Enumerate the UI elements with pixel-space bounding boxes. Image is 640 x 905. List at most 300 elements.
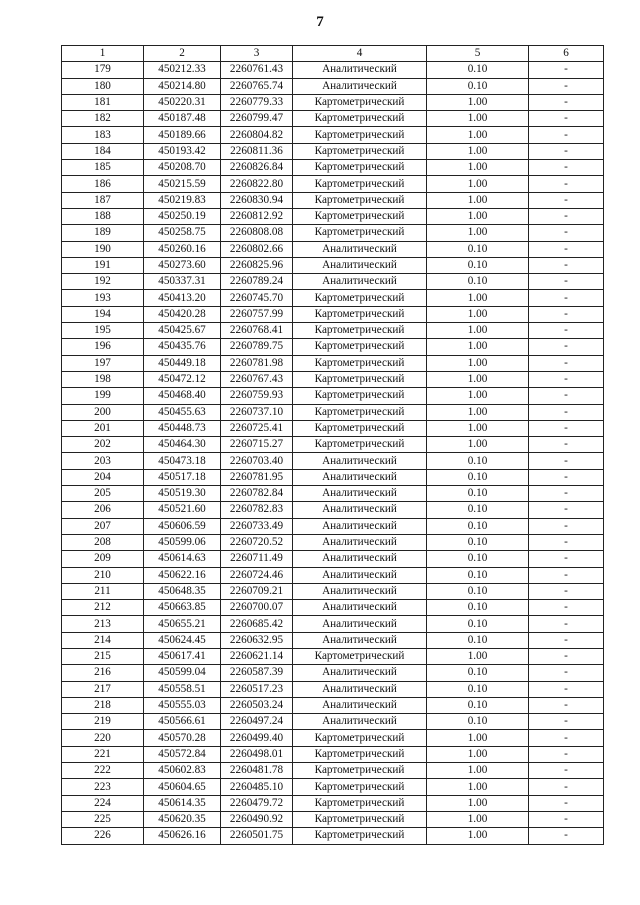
method-cell: Картометрический <box>293 111 427 127</box>
table-row <box>62 567 604 583</box>
accuracy-cell: 0.10 <box>427 453 529 469</box>
note-cell: - <box>529 355 604 371</box>
note-cell: - <box>529 111 604 127</box>
x-coordinate-cell: 450620.35 <box>144 811 221 827</box>
y-coordinate-cell: 2260808.08 <box>221 225 293 241</box>
table-row <box>62 502 604 518</box>
y-coordinate-cell: 2260768.41 <box>221 323 293 339</box>
x-coordinate-cell: 450468.40 <box>144 388 221 404</box>
accuracy-cell: 0.10 <box>427 78 529 94</box>
table-row <box>62 274 604 290</box>
note-cell: - <box>529 665 604 681</box>
accuracy-cell: 1.00 <box>427 371 529 387</box>
table-row <box>62 176 604 192</box>
y-coordinate-cell: 2260745.70 <box>221 290 293 306</box>
note-cell: - <box>529 127 604 143</box>
table-row <box>62 388 604 404</box>
point-number-cell: 214 <box>62 632 144 648</box>
point-number-cell: 187 <box>62 192 144 208</box>
x-coordinate-cell: 450473.18 <box>144 453 221 469</box>
table-row <box>62 371 604 387</box>
x-coordinate-cell: 450519.30 <box>144 486 221 502</box>
table-row <box>62 192 604 208</box>
table-row <box>62 78 604 94</box>
note-cell: - <box>529 551 604 567</box>
y-coordinate-cell: 2260781.98 <box>221 355 293 371</box>
note-cell: - <box>529 632 604 648</box>
point-number-cell: 220 <box>62 730 144 746</box>
x-coordinate-cell: 450425.67 <box>144 323 221 339</box>
table-body <box>62 62 604 844</box>
y-coordinate-cell: 2260804.82 <box>221 127 293 143</box>
point-number-cell: 204 <box>62 469 144 485</box>
note-cell: - <box>529 502 604 518</box>
method-cell: Аналитический <box>293 257 427 273</box>
table-row <box>62 486 604 502</box>
method-cell: Картометрический <box>293 811 427 827</box>
accuracy-cell: 0.10 <box>427 665 529 681</box>
x-coordinate-cell: 450572.84 <box>144 746 221 762</box>
point-number-cell: 183 <box>62 127 144 143</box>
note-cell: - <box>529 225 604 241</box>
point-number-cell: 208 <box>62 534 144 550</box>
method-cell: Аналитический <box>293 567 427 583</box>
method-cell: Картометрический <box>293 94 427 110</box>
column-header-2: 2 <box>144 46 221 62</box>
point-number-cell: 222 <box>62 763 144 779</box>
method-cell: Картометрический <box>293 404 427 420</box>
y-coordinate-cell: 2260720.52 <box>221 534 293 550</box>
x-coordinate-cell: 450189.66 <box>144 127 221 143</box>
y-coordinate-cell: 2260799.47 <box>221 111 293 127</box>
table-row <box>62 551 604 567</box>
accuracy-cell: 1.00 <box>427 648 529 664</box>
method-cell: Аналитический <box>293 697 427 713</box>
note-cell: - <box>529 257 604 273</box>
note-cell: - <box>529 388 604 404</box>
point-number-cell: 190 <box>62 241 144 257</box>
table-row <box>62 290 604 306</box>
accuracy-cell: 0.10 <box>427 567 529 583</box>
point-number-cell: 201 <box>62 420 144 436</box>
method-cell: Аналитический <box>293 78 427 94</box>
accuracy-cell: 1.00 <box>427 404 529 420</box>
point-number-cell: 196 <box>62 339 144 355</box>
accuracy-cell: 0.10 <box>427 583 529 599</box>
y-coordinate-cell: 2260632.95 <box>221 632 293 648</box>
table-row <box>62 469 604 485</box>
x-coordinate-cell: 450648.35 <box>144 583 221 599</box>
y-coordinate-cell: 2260825.96 <box>221 257 293 273</box>
y-coordinate-cell: 2260498.01 <box>221 746 293 762</box>
table-row <box>62 160 604 176</box>
point-number-cell: 217 <box>62 681 144 697</box>
y-coordinate-cell: 2260709.21 <box>221 583 293 599</box>
y-coordinate-cell: 2260737.10 <box>221 404 293 420</box>
method-cell: Картометрический <box>293 225 427 241</box>
x-coordinate-cell: 450435.76 <box>144 339 221 355</box>
y-coordinate-cell: 2260781.95 <box>221 469 293 485</box>
note-cell: - <box>529 274 604 290</box>
accuracy-cell: 1.00 <box>427 306 529 322</box>
table-row <box>62 208 604 224</box>
column-header-5: 5 <box>427 46 529 62</box>
x-coordinate-cell: 450212.33 <box>144 62 221 78</box>
point-number-cell: 212 <box>62 600 144 616</box>
x-coordinate-cell: 450555.03 <box>144 697 221 713</box>
y-coordinate-cell: 2260826.84 <box>221 160 293 176</box>
accuracy-cell: 1.00 <box>427 795 529 811</box>
note-cell: - <box>529 486 604 502</box>
point-number-cell: 181 <box>62 94 144 110</box>
note-cell: - <box>529 567 604 583</box>
note-cell: - <box>529 600 604 616</box>
method-cell: Картометрический <box>293 437 427 453</box>
y-coordinate-cell: 2260782.84 <box>221 486 293 502</box>
method-cell: Аналитический <box>293 600 427 616</box>
x-coordinate-cell: 450566.61 <box>144 714 221 730</box>
y-coordinate-cell: 2260724.46 <box>221 567 293 583</box>
point-number-cell: 207 <box>62 518 144 534</box>
y-coordinate-cell: 2260733.49 <box>221 518 293 534</box>
table-row <box>62 681 604 697</box>
y-coordinate-cell: 2260779.33 <box>221 94 293 110</box>
accuracy-cell: 1.00 <box>427 811 529 827</box>
table-row <box>62 811 604 827</box>
point-number-cell: 189 <box>62 225 144 241</box>
x-coordinate-cell: 450193.42 <box>144 143 221 159</box>
point-number-cell: 199 <box>62 388 144 404</box>
table-row <box>62 453 604 469</box>
accuracy-cell: 1.00 <box>427 225 529 241</box>
accuracy-cell: 0.10 <box>427 600 529 616</box>
note-cell: - <box>529 681 604 697</box>
accuracy-cell: 1.00 <box>427 176 529 192</box>
accuracy-cell: 0.10 <box>427 714 529 730</box>
method-cell: Аналитический <box>293 469 427 485</box>
point-number-cell: 197 <box>62 355 144 371</box>
accuracy-cell: 0.10 <box>427 551 529 567</box>
table-row <box>62 697 604 713</box>
column-header-4: 4 <box>293 46 427 62</box>
accuracy-cell: 1.00 <box>427 779 529 795</box>
point-number-cell: 223 <box>62 779 144 795</box>
point-number-cell: 188 <box>62 208 144 224</box>
x-coordinate-cell: 450517.18 <box>144 469 221 485</box>
y-coordinate-cell: 2260703.40 <box>221 453 293 469</box>
method-cell: Картометрический <box>293 828 427 844</box>
point-number-cell: 195 <box>62 323 144 339</box>
method-cell: Картометрический <box>293 192 427 208</box>
y-coordinate-cell: 2260501.75 <box>221 828 293 844</box>
method-cell: Картометрический <box>293 208 427 224</box>
accuracy-cell: 1.00 <box>427 437 529 453</box>
column-header-1: 1 <box>62 46 144 62</box>
table-row <box>62 714 604 730</box>
accuracy-cell: 1.00 <box>427 420 529 436</box>
note-cell: - <box>529 339 604 355</box>
y-coordinate-cell: 2260759.93 <box>221 388 293 404</box>
table-row <box>62 257 604 273</box>
note-cell: - <box>529 290 604 306</box>
x-coordinate-cell: 450472.12 <box>144 371 221 387</box>
x-coordinate-cell: 450663.85 <box>144 600 221 616</box>
accuracy-cell: 0.10 <box>427 62 529 78</box>
table-row <box>62 795 604 811</box>
accuracy-cell: 1.00 <box>427 94 529 110</box>
y-coordinate-cell: 2260497.24 <box>221 714 293 730</box>
y-coordinate-cell: 2260481.78 <box>221 763 293 779</box>
point-number-cell: 226 <box>62 828 144 844</box>
note-cell: - <box>529 730 604 746</box>
y-coordinate-cell: 2260503.24 <box>221 697 293 713</box>
point-number-cell: 194 <box>62 306 144 322</box>
x-coordinate-cell: 450449.18 <box>144 355 221 371</box>
accuracy-cell: 0.10 <box>427 469 529 485</box>
note-cell: - <box>529 176 604 192</box>
accuracy-cell: 0.10 <box>427 697 529 713</box>
note-cell: - <box>529 241 604 257</box>
x-coordinate-cell: 450214.80 <box>144 78 221 94</box>
note-cell: - <box>529 746 604 762</box>
table-row <box>62 763 604 779</box>
point-number-cell: 215 <box>62 648 144 664</box>
table-row <box>62 534 604 550</box>
x-coordinate-cell: 450208.70 <box>144 160 221 176</box>
table-row <box>62 355 604 371</box>
y-coordinate-cell: 2260485.10 <box>221 779 293 795</box>
table-row <box>62 111 604 127</box>
x-coordinate-cell: 450260.16 <box>144 241 221 257</box>
note-cell: - <box>529 453 604 469</box>
method-cell: Аналитический <box>293 453 427 469</box>
x-coordinate-cell: 450624.45 <box>144 632 221 648</box>
note-cell: - <box>529 616 604 632</box>
method-cell: Картометрический <box>293 143 427 159</box>
point-number-cell: 191 <box>62 257 144 273</box>
note-cell: - <box>529 469 604 485</box>
point-number-cell: 224 <box>62 795 144 811</box>
x-coordinate-cell: 450606.59 <box>144 518 221 534</box>
accuracy-cell: 1.00 <box>427 192 529 208</box>
y-coordinate-cell: 2260789.24 <box>221 274 293 290</box>
accuracy-cell: 1.00 <box>427 127 529 143</box>
table-row <box>62 828 604 844</box>
note-cell: - <box>529 437 604 453</box>
y-coordinate-cell: 2260802.66 <box>221 241 293 257</box>
table-row <box>62 339 604 355</box>
note-cell: - <box>529 404 604 420</box>
method-cell: Картометрический <box>293 306 427 322</box>
coordinates-table <box>61 45 604 845</box>
method-cell: Аналитический <box>293 241 427 257</box>
table-row <box>62 779 604 795</box>
x-coordinate-cell: 450570.28 <box>144 730 221 746</box>
accuracy-cell: 1.00 <box>427 160 529 176</box>
method-cell: Аналитический <box>293 632 427 648</box>
table-row <box>62 420 604 436</box>
y-coordinate-cell: 2260725.41 <box>221 420 293 436</box>
accuracy-cell: 1.00 <box>427 208 529 224</box>
method-cell: Картометрический <box>293 420 427 436</box>
table-row <box>62 746 604 762</box>
y-coordinate-cell: 2260765.74 <box>221 78 293 94</box>
point-number-cell: 219 <box>62 714 144 730</box>
table-row <box>62 518 604 534</box>
method-cell: Картометрический <box>293 730 427 746</box>
point-number-cell: 203 <box>62 453 144 469</box>
point-number-cell: 180 <box>62 78 144 94</box>
method-cell: Аналитический <box>293 518 427 534</box>
accuracy-cell: 0.10 <box>427 616 529 632</box>
note-cell: - <box>529 371 604 387</box>
accuracy-cell: 0.10 <box>427 486 529 502</box>
note-cell: - <box>529 94 604 110</box>
y-coordinate-cell: 2260499.40 <box>221 730 293 746</box>
note-cell: - <box>529 648 604 664</box>
x-coordinate-cell: 450258.75 <box>144 225 221 241</box>
accuracy-cell: 1.00 <box>427 355 529 371</box>
method-cell: Картометрический <box>293 746 427 762</box>
y-coordinate-cell: 2260490.92 <box>221 811 293 827</box>
note-cell: - <box>529 192 604 208</box>
accuracy-cell: 1.00 <box>427 143 529 159</box>
x-coordinate-cell: 450622.16 <box>144 567 221 583</box>
method-cell: Аналитический <box>293 583 427 599</box>
accuracy-cell: 0.10 <box>427 632 529 648</box>
method-cell: Аналитический <box>293 274 427 290</box>
x-coordinate-cell: 450219.83 <box>144 192 221 208</box>
note-cell: - <box>529 160 604 176</box>
method-cell: Аналитический <box>293 616 427 632</box>
table-header <box>62 46 604 62</box>
y-coordinate-cell: 2260479.72 <box>221 795 293 811</box>
note-cell: - <box>529 323 604 339</box>
method-cell: Картометрический <box>293 160 427 176</box>
table-row <box>62 616 604 632</box>
table-row <box>62 730 604 746</box>
point-number-cell: 198 <box>62 371 144 387</box>
y-coordinate-cell: 2260761.43 <box>221 62 293 78</box>
method-cell: Картометрический <box>293 290 427 306</box>
point-number-cell: 192 <box>62 274 144 290</box>
x-coordinate-cell: 450521.60 <box>144 502 221 518</box>
note-cell: - <box>529 583 604 599</box>
x-coordinate-cell: 450413.20 <box>144 290 221 306</box>
note-cell: - <box>529 78 604 94</box>
note-cell: - <box>529 779 604 795</box>
point-number-cell: 205 <box>62 486 144 502</box>
method-cell: Картометрический <box>293 127 427 143</box>
y-coordinate-cell: 2260711.49 <box>221 551 293 567</box>
accuracy-cell: 0.10 <box>427 534 529 550</box>
point-number-cell: 185 <box>62 160 144 176</box>
accuracy-cell: 0.10 <box>427 241 529 257</box>
y-coordinate-cell: 2260715.27 <box>221 437 293 453</box>
accuracy-cell: 1.00 <box>427 828 529 844</box>
method-cell: Аналитический <box>293 502 427 518</box>
x-coordinate-cell: 450250.19 <box>144 208 221 224</box>
point-number-cell: 182 <box>62 111 144 127</box>
point-number-cell: 218 <box>62 697 144 713</box>
x-coordinate-cell: 450455.63 <box>144 404 221 420</box>
table-row <box>62 94 604 110</box>
y-coordinate-cell: 2260812.92 <box>221 208 293 224</box>
table-row <box>62 241 604 257</box>
x-coordinate-cell: 450604.65 <box>144 779 221 795</box>
x-coordinate-cell: 450273.60 <box>144 257 221 273</box>
x-coordinate-cell: 450599.06 <box>144 534 221 550</box>
note-cell: - <box>529 518 604 534</box>
note-cell: - <box>529 811 604 827</box>
method-cell: Картометрический <box>293 176 427 192</box>
method-cell: Аналитический <box>293 534 427 550</box>
accuracy-cell: 0.10 <box>427 502 529 518</box>
note-cell: - <box>529 534 604 550</box>
method-cell: Картометрический <box>293 763 427 779</box>
accuracy-cell: 0.10 <box>427 681 529 697</box>
accuracy-cell: 1.00 <box>427 111 529 127</box>
table-row <box>62 437 604 453</box>
method-cell: Аналитический <box>293 62 427 78</box>
column-header-6: 6 <box>529 46 604 62</box>
x-coordinate-cell: 450448.73 <box>144 420 221 436</box>
x-coordinate-cell: 450220.31 <box>144 94 221 110</box>
accuracy-cell: 1.00 <box>427 290 529 306</box>
accuracy-cell: 0.10 <box>427 518 529 534</box>
method-cell: Картометрический <box>293 648 427 664</box>
table-row <box>62 143 604 159</box>
y-coordinate-cell: 2260700.07 <box>221 600 293 616</box>
point-number-cell: 210 <box>62 567 144 583</box>
table-row <box>62 225 604 241</box>
method-cell: Картометрический <box>293 371 427 387</box>
method-cell: Аналитический <box>293 551 427 567</box>
accuracy-cell: 0.10 <box>427 257 529 273</box>
point-number-cell: 221 <box>62 746 144 762</box>
y-coordinate-cell: 2260517.23 <box>221 681 293 697</box>
y-coordinate-cell: 2260621.14 <box>221 648 293 664</box>
method-cell: Картометрический <box>293 355 427 371</box>
method-cell: Аналитический <box>293 714 427 730</box>
y-coordinate-cell: 2260782.83 <box>221 502 293 518</box>
y-coordinate-cell: 2260822.80 <box>221 176 293 192</box>
x-coordinate-cell: 450215.59 <box>144 176 221 192</box>
accuracy-cell: 0.10 <box>427 274 529 290</box>
method-cell: Аналитический <box>293 486 427 502</box>
table-row <box>62 648 604 664</box>
accuracy-cell: 1.00 <box>427 763 529 779</box>
x-coordinate-cell: 450614.35 <box>144 795 221 811</box>
method-cell: Картометрический <box>293 779 427 795</box>
table-row <box>62 127 604 143</box>
y-coordinate-cell: 2260757.99 <box>221 306 293 322</box>
accuracy-cell: 1.00 <box>427 339 529 355</box>
x-coordinate-cell: 450187.48 <box>144 111 221 127</box>
point-number-cell: 216 <box>62 665 144 681</box>
note-cell: - <box>529 795 604 811</box>
y-coordinate-cell: 2260685.42 <box>221 616 293 632</box>
method-cell: Аналитический <box>293 665 427 681</box>
x-coordinate-cell: 450626.16 <box>144 828 221 844</box>
table-row <box>62 583 604 599</box>
x-coordinate-cell: 450617.41 <box>144 648 221 664</box>
point-number-cell: 179 <box>62 62 144 78</box>
y-coordinate-cell: 2260811.36 <box>221 143 293 159</box>
note-cell: - <box>529 208 604 224</box>
column-header-3: 3 <box>221 46 293 62</box>
accuracy-cell: 1.00 <box>427 323 529 339</box>
